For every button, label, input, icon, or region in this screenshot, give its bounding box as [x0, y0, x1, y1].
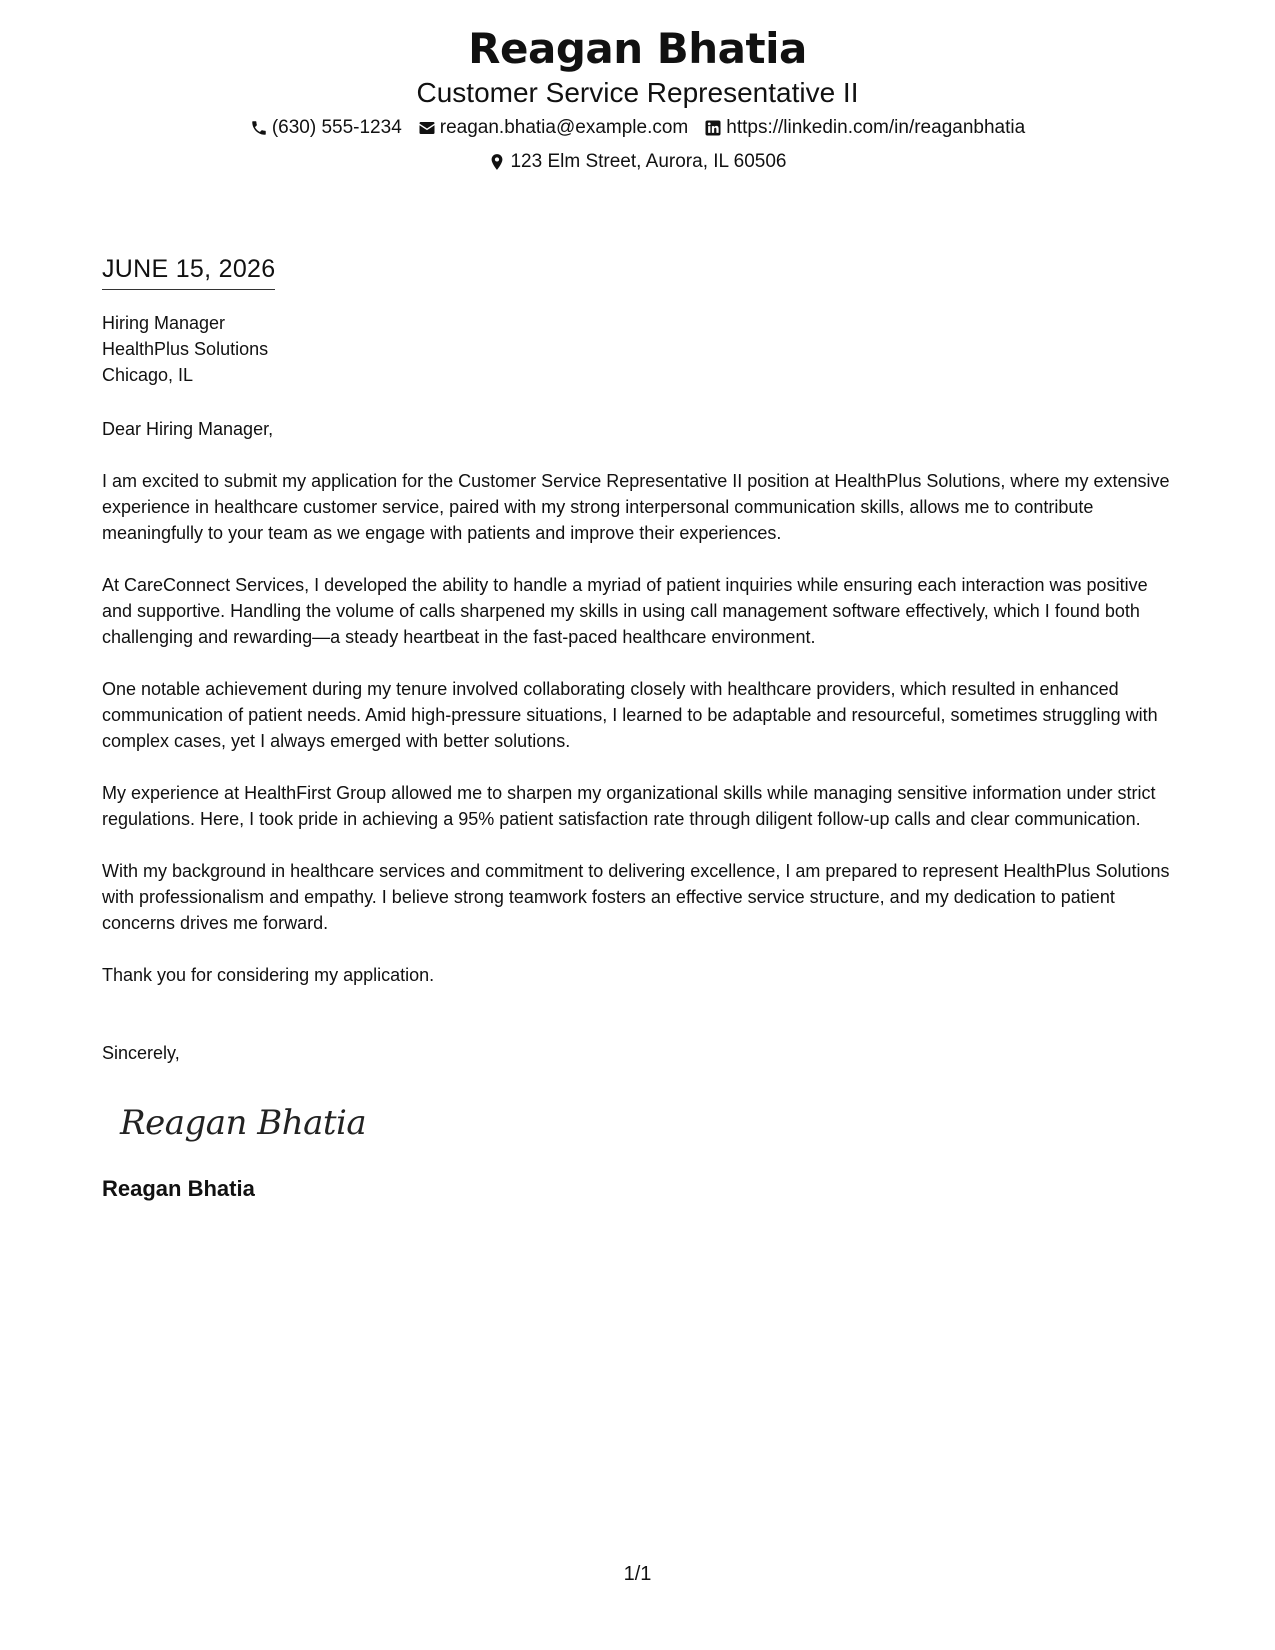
letter-body — [102, 252, 1177, 1204]
closing: Sincerely, — [102, 1043, 180, 1063]
linkedin-text[interactable]: https://linkedin.com/in/reaganbhatia — [726, 117, 1026, 138]
body-paragraph: My experience at HealthFirst Group allowed me to sharpen my organizational skills while managing sensitive information under strict regulations. Here, I took pride in achieving a 95% patient satisfaction rate through diligent follow-up calls and clear communication. — [102, 783, 1156, 829]
contact-row — [0, 112, 1275, 144]
body-paragraph: One notable achievement during my tenure involved collaborating closely with healthcare providers, which resulted in enhanced communication of patient needs. Amid high-pressure situations, I learned to be adaptable and resourceful, sometimes struggling with complex cases, yet I always emerged with better solutions. — [102, 679, 1158, 751]
page-number: 1/1 — [623, 1563, 652, 1585]
signed-name: Reagan Bhatia — [102, 1176, 255, 1201]
handwritten-signature — [116, 1092, 376, 1152]
phone-icon — [250, 119, 268, 137]
email-text[interactable]: reagan.bhatia@example.com — [439, 117, 689, 138]
address-row — [0, 146, 1275, 178]
recipient-line: Chicago, IL — [102, 365, 194, 385]
envelope-icon — [418, 119, 436, 137]
recipient-line: HealthPlus Solutions — [102, 339, 269, 359]
address-contact — [488, 146, 786, 178]
signature-script: Reagan Bhatia — [120, 1103, 367, 1143]
salutation: Dear Hiring Manager, — [102, 419, 274, 439]
phone-text: (630) 555-1234 — [271, 117, 402, 138]
applicant-name: Reagan Bhatia — [468, 24, 807, 73]
email-contact[interactable] — [418, 112, 688, 144]
letter-date: JUNE 15, 2026 — [102, 252, 275, 290]
body-paragraph: I am excited to submit my application for the Customer Service Representative II position at HealthPlus Solutions, where my extensive experience in healthcare customer service, paired with my strong interpersonal communication skills, allows me to contribute meaningfully to your team as we engage with patients and improve their experiences. — [102, 471, 1170, 543]
body-paragraph: Thank you for considering my application. — [102, 965, 435, 985]
phone-contact — [250, 112, 402, 144]
letter-header — [0, 22, 1275, 178]
job-title: Customer Service Representative II — [416, 77, 859, 108]
recipient-line: Hiring Manager — [102, 313, 226, 333]
linkedin-contact[interactable] — [704, 112, 1025, 144]
body-paragraph: At CareConnect Services, I developed the ability to handle a myriad of patient inquiries while ensuring each interaction was positive and supportive. Handling the volume of calls sharpened my skills in using call management software effectively, which I found both challenging and rewarding—a steady heartbeat in the fast-paced healthcare environment. — [102, 575, 1148, 647]
linkedin-icon — [704, 119, 722, 137]
address-text: 123 Elm Street, Aurora, IL 60506 — [510, 151, 787, 172]
map-pin-icon — [488, 153, 506, 171]
body-paragraph: With my background in healthcare services and commitment to delivering excellence, I am prepared to represent HealthPlus Solutions with professionalism and empathy. I believe strong teamwork fosters an effective service structure, and my dedication to patient concerns drives me forward. — [102, 861, 1170, 933]
recipient-block — [102, 310, 1177, 388]
